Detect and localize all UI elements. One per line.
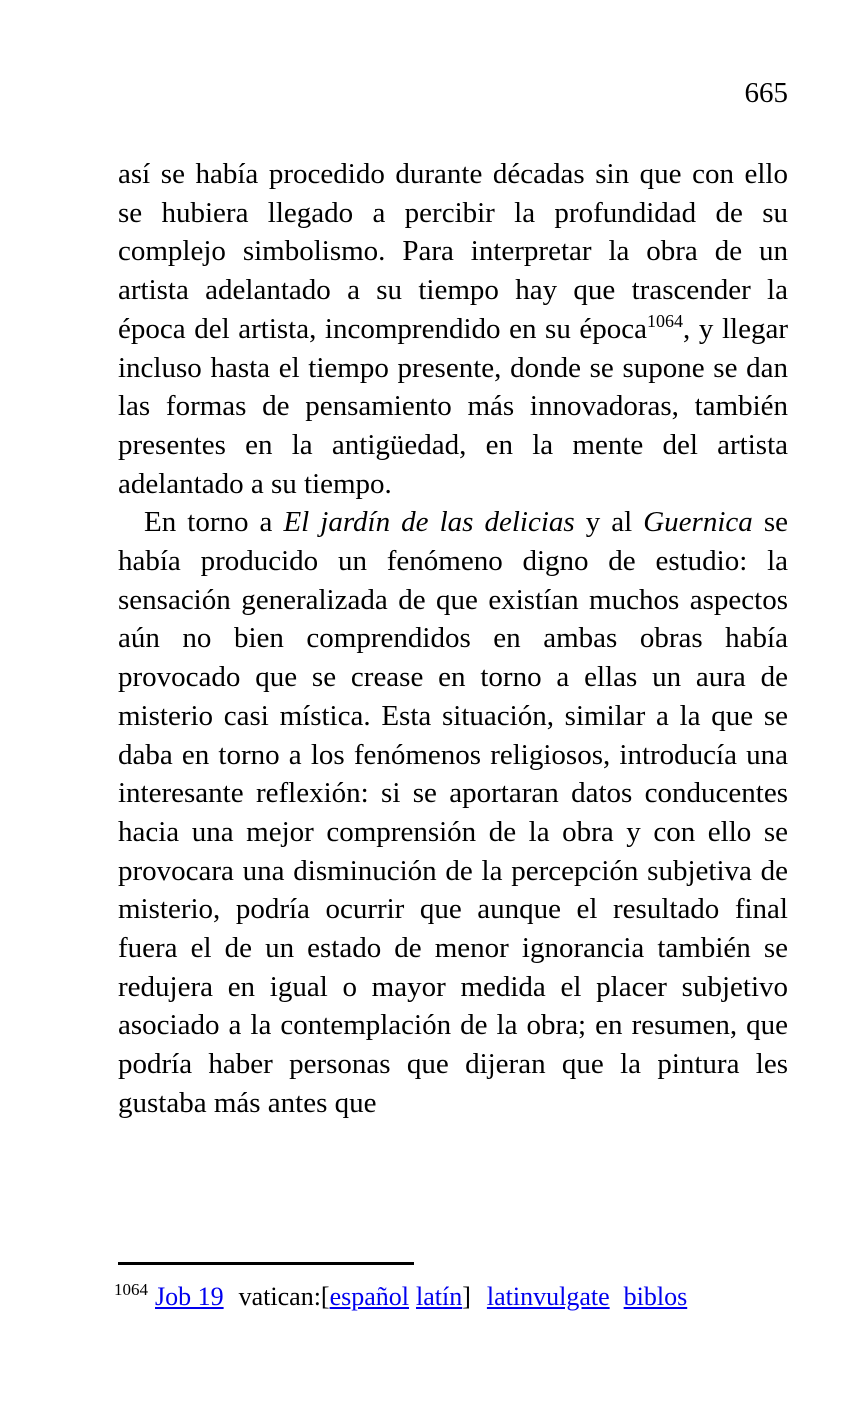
footnote-static-close-bracket: ]: [462, 1282, 471, 1311]
footnote-reference-1064: 1064: [647, 310, 684, 331]
footnote-number: 1064: [114, 1280, 148, 1299]
paragraph-1: [118, 155, 788, 503]
footnote-separator-rule: [118, 1262, 414, 1265]
footnote-link-biblos[interactable]: biblos: [623, 1282, 688, 1311]
artwork-title-guernica: Guernica: [643, 506, 753, 539]
footnote-link-latin[interactable]: latín: [416, 1282, 463, 1311]
paragraph-2-text: En torno a: [144, 506, 284, 539]
paragraph-1-text-continued: , y llegar incluso hasta el tiempo presente, donde se supone se dan las formas de pensamiento más innovadoras, también presentes en la antigüedad, en la mente del artista adelantado a su tiempo.: [118, 312, 788, 500]
footnote: [114, 1280, 794, 1314]
artwork-title-jardin-delicias: El jardín de las delicias: [283, 506, 575, 539]
footnote-link-espanol[interactable]: español: [329, 1282, 409, 1311]
main-text-block: [118, 155, 788, 1123]
paragraph-2-text-continued: se había producido un fenómeno digno de estudio: la sensación generalizada de que existían muchos aspectos aún no bien comprendidos en ambas obras había provocado que se crease en torno a ellas un aura de misterio casi mística. Esta situación, similar a la que se daba en torno a los fenómenos religiosos, introducía una interesante reflexión: si se aportaran datos conducentes hacia una mejor comprensión de la obra y con ello se provocara una disminución de la percepción subjetiva de misterio, podría ocurrir que aunque el resultado final fuera el de un estado de menor ignorancia también se redujera en igual o mayor medida el placer subjetivo asociado a la contemplación de la obra; en resumen, que podría haber personas que dijeran que la pintura les gustaba más antes que: [118, 506, 788, 1119]
footnote-link-job-19[interactable]: Job 19: [155, 1282, 224, 1311]
paragraph-2-text-mid: y al: [574, 506, 644, 539]
footnote-link-latinvulgate[interactable]: latinvulgate: [486, 1282, 610, 1311]
page-number: 665: [744, 77, 788, 109]
footnote-static-vatican-open-bracket: vatican:[: [238, 1282, 330, 1311]
paragraph-2: [118, 503, 788, 1122]
paragraph-1-text: así se había procedido durante décadas sin que con ello se hubiera llegado a percibir la profundidad de su complejo simbolismo. Para interpretar la obra de un artista adelantado a su tiempo hay que trascender la época del artista, incomprendido en su época: [118, 158, 788, 345]
